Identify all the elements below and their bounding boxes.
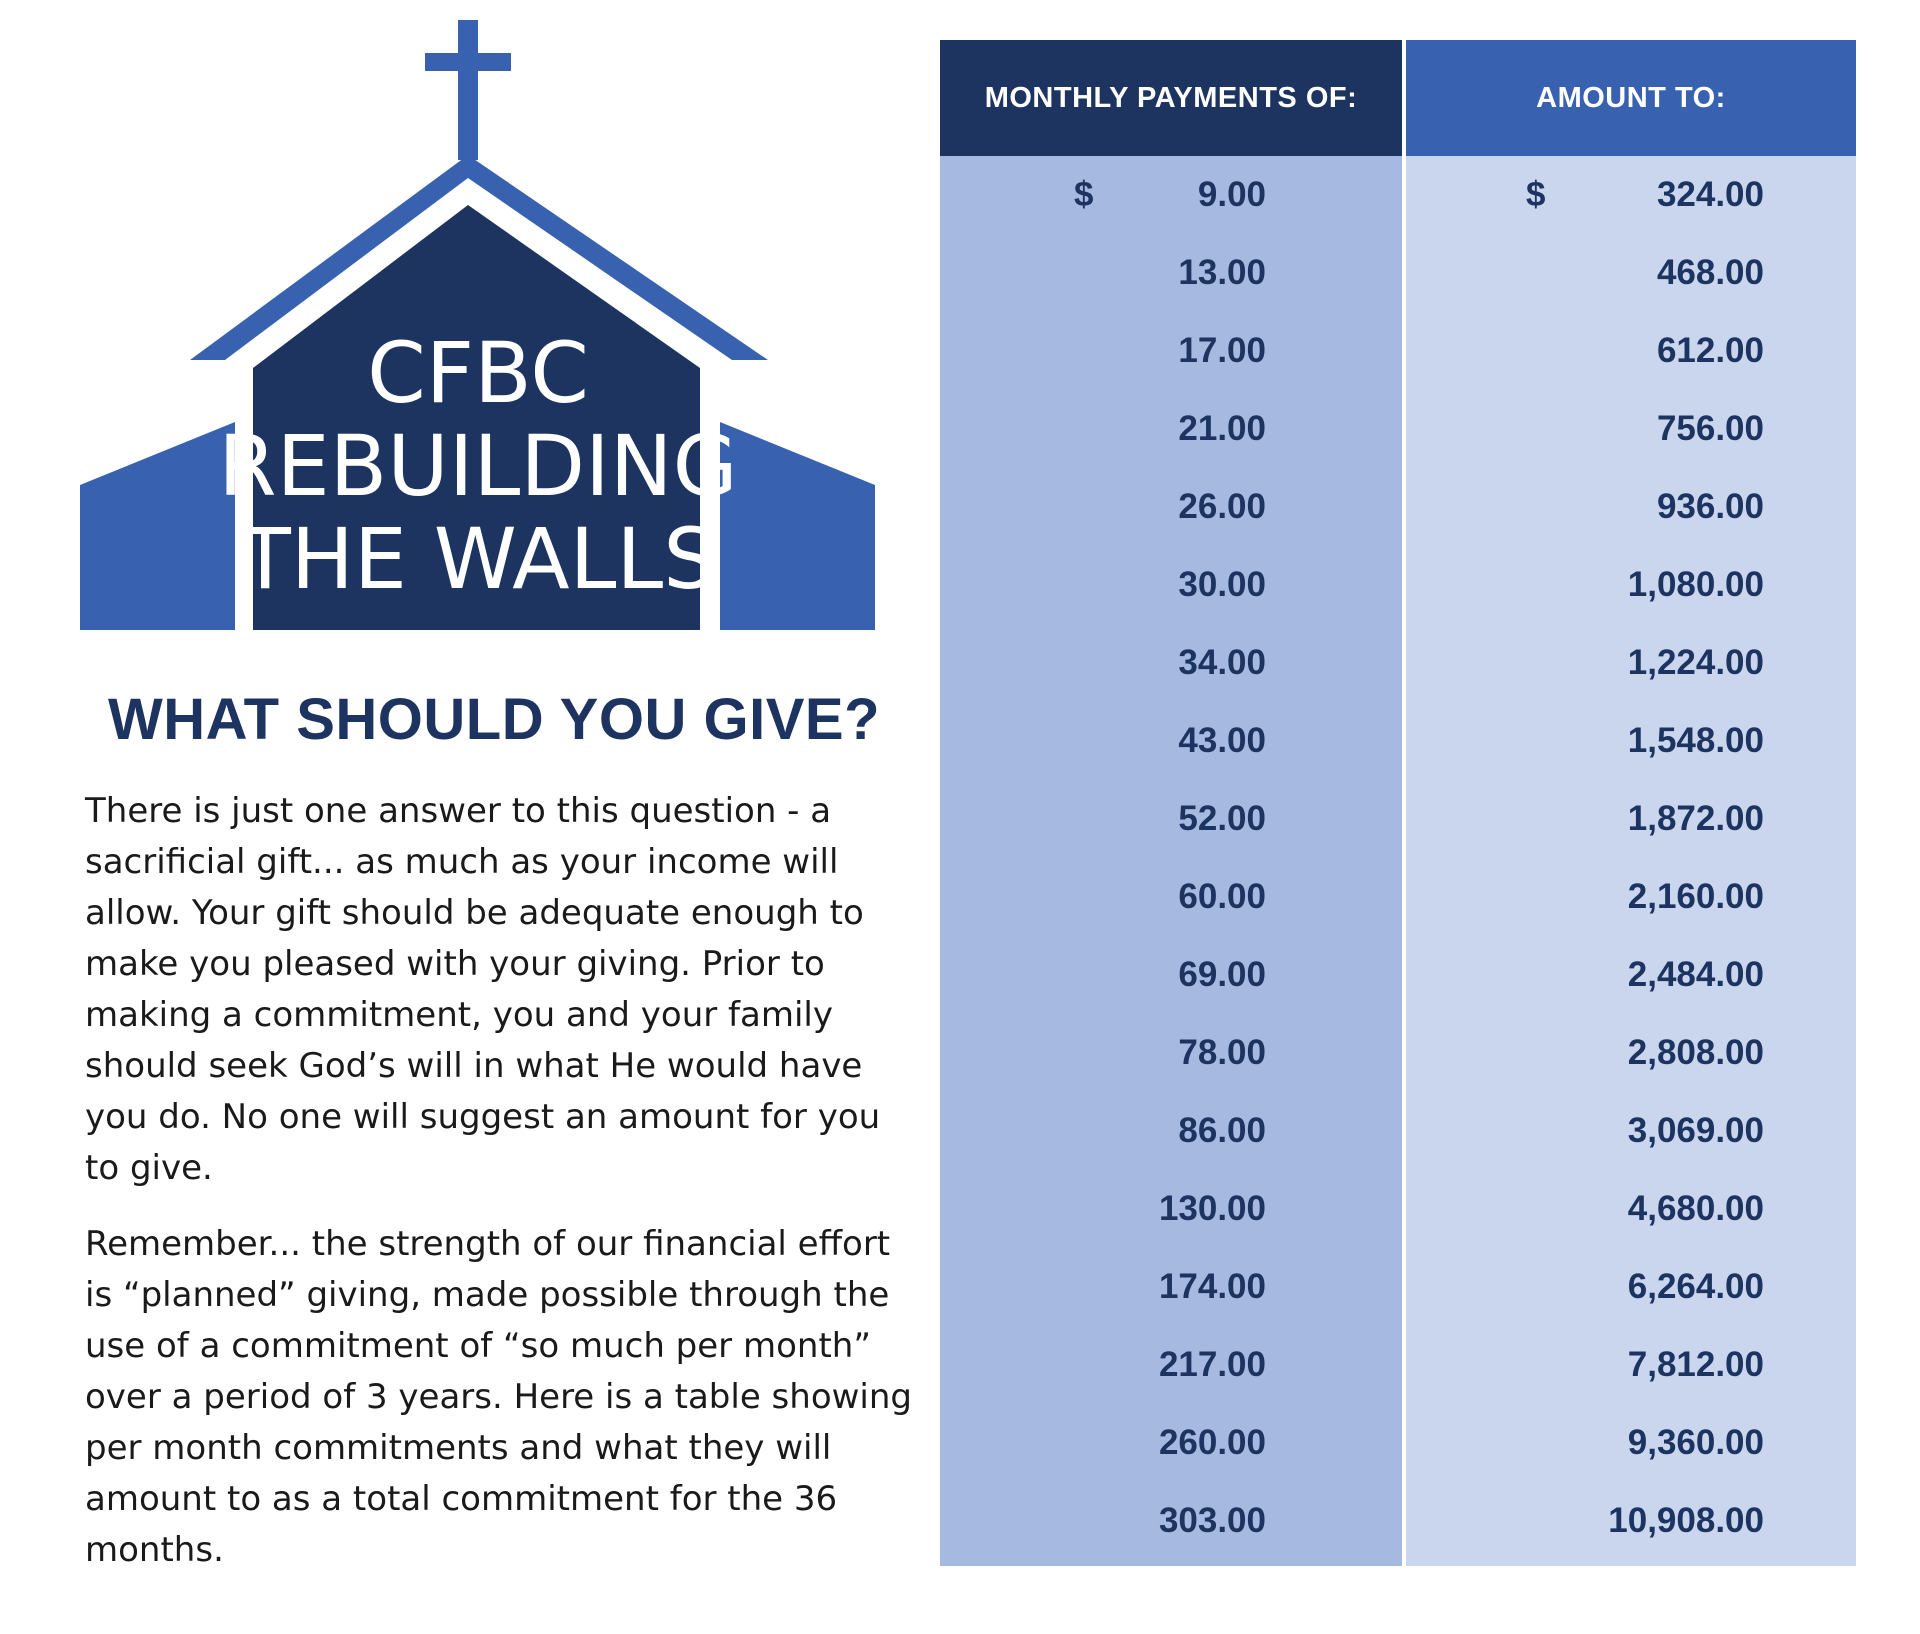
total-amount-value: 2,808.00 <box>1627 1033 1764 1072</box>
total-amount-value: 1,080.00 <box>1627 565 1764 604</box>
table-row <box>1406 702 1856 780</box>
monthly-payment-value: 26.00 <box>1178 487 1266 526</box>
table-row <box>1406 1248 1856 1326</box>
table-row <box>940 468 1402 546</box>
monthly-payment-value: 21.00 <box>1178 409 1266 448</box>
monthly-payment-value: 260.00 <box>1158 1423 1266 1462</box>
total-amount-value: 468.00 <box>1656 253 1764 292</box>
table-row <box>940 1170 1402 1248</box>
table-row <box>940 1326 1402 1404</box>
table-row <box>940 1092 1402 1170</box>
table-row <box>1406 1092 1856 1170</box>
logo-line-3: THE WALLS <box>239 510 717 608</box>
monthly-payment-value: 34.00 <box>1178 643 1266 682</box>
monthly-payment-value: 9.00 <box>1197 175 1266 214</box>
table-row <box>1406 1326 1856 1404</box>
intro-paragraph: There is just one answer to this question - a sacrificial gift... as much as your income will allow. Your gift should be adequate enough to make you pleased with your giving. Prior to making a commitment, you and your family should seek God’s will in what He would have you do. No one will suggest an amount for you to give. <box>85 791 881 1188</box>
amount-to-column <box>1406 40 1856 1566</box>
table-row <box>1406 1014 1856 1092</box>
table-row <box>1406 312 1856 390</box>
total-amount-value: 324.00 <box>1656 175 1764 214</box>
table-row <box>940 1014 1402 1092</box>
total-amount-value: 10,908.00 <box>1608 1501 1764 1540</box>
amount-to-header: AMOUNT TO: <box>1406 40 1856 156</box>
table-row <box>940 624 1402 702</box>
monthly-payment-value: 86.00 <box>1178 1111 1266 1150</box>
church-left-wing <box>80 422 235 630</box>
table-row <box>940 1404 1402 1482</box>
monthly-payment-value: 52.00 <box>1178 799 1266 838</box>
table-row <box>1406 624 1856 702</box>
monthly-payment-value: 60.00 <box>1178 877 1266 916</box>
table-row <box>1406 1482 1856 1560</box>
monthly-payment-value: 78.00 <box>1178 1033 1266 1072</box>
table-row <box>1406 858 1856 936</box>
table-row <box>1406 156 1856 234</box>
logo-line-1: CFBC <box>367 324 589 422</box>
logo-line-2: REBUILDING <box>218 417 738 515</box>
monthly-payment-value: 17.00 <box>1178 331 1266 370</box>
church-icon <box>80 20 880 640</box>
giving-table <box>940 40 1856 1566</box>
table-row <box>1406 390 1856 468</box>
table-row <box>940 936 1402 1014</box>
table-row <box>1406 234 1856 312</box>
monthly-payment-value: 43.00 <box>1178 721 1266 760</box>
remember-paragraph: Remember... the strength of our financial effort is “planned” giving, made possible through the use of a commitment of “so much per month” over a period of 3 years. Here is a table showing per month commitments and what they will amount to as a total commitment for the 36 months. <box>85 1224 913 1570</box>
table-row <box>1406 468 1856 546</box>
monthly-payment-value: 30.00 <box>1178 565 1266 604</box>
total-amount-value: 2,484.00 <box>1627 955 1764 994</box>
page-heading: WHAT SHOULD YOU GIVE? <box>107 687 881 752</box>
currency-symbol: $ <box>1526 175 1546 214</box>
table-row <box>1406 1404 1856 1482</box>
monthly-payment-value: 69.00 <box>1178 955 1266 994</box>
table-row <box>940 390 1402 468</box>
total-amount-value: 1,548.00 <box>1627 721 1764 760</box>
table-row <box>1406 546 1856 624</box>
table-row <box>940 702 1402 780</box>
monthly-payments-column <box>940 40 1402 1566</box>
table-row <box>940 780 1402 858</box>
table-row <box>940 312 1402 390</box>
total-amount-value: 9,360.00 <box>1627 1423 1764 1462</box>
table-row <box>1406 936 1856 1014</box>
table-row <box>940 234 1402 312</box>
monthly-payment-value: 130.00 <box>1158 1189 1266 1228</box>
table-row <box>940 156 1402 234</box>
table-row <box>940 546 1402 624</box>
total-amount-value: 936.00 <box>1656 487 1764 526</box>
total-amount-value: 756.00 <box>1656 409 1764 448</box>
currency-symbol: $ <box>1074 175 1094 214</box>
cross-vertical <box>458 20 478 160</box>
total-amount-value: 1,224.00 <box>1627 643 1764 682</box>
total-amount-value: 2,160.00 <box>1627 877 1764 916</box>
cross-horizontal <box>425 53 511 71</box>
monthly-payment-value: 217.00 <box>1158 1345 1266 1384</box>
church-right-wing <box>720 422 875 630</box>
monthly-payment-value: 13.00 <box>1178 253 1266 292</box>
table-row <box>940 858 1402 936</box>
total-amount-value: 612.00 <box>1656 331 1764 370</box>
total-amount-value: 3,069.00 <box>1627 1111 1764 1150</box>
monthly-payments-header: MONTHLY PAYMENTS OF: <box>940 40 1402 156</box>
total-amount-value: 1,872.00 <box>1627 799 1764 838</box>
table-row <box>940 1248 1402 1326</box>
total-amount-value: 4,680.00 <box>1627 1189 1764 1228</box>
table-row <box>1406 1170 1856 1248</box>
total-amount-value: 7,812.00 <box>1627 1345 1764 1384</box>
table-row <box>940 1482 1402 1560</box>
total-amount-value: 6,264.00 <box>1627 1267 1764 1306</box>
monthly-payment-value: 174.00 <box>1158 1267 1266 1306</box>
table-row <box>1406 780 1856 858</box>
church-logo <box>80 20 880 640</box>
monthly-payment-value: 303.00 <box>1158 1501 1266 1540</box>
